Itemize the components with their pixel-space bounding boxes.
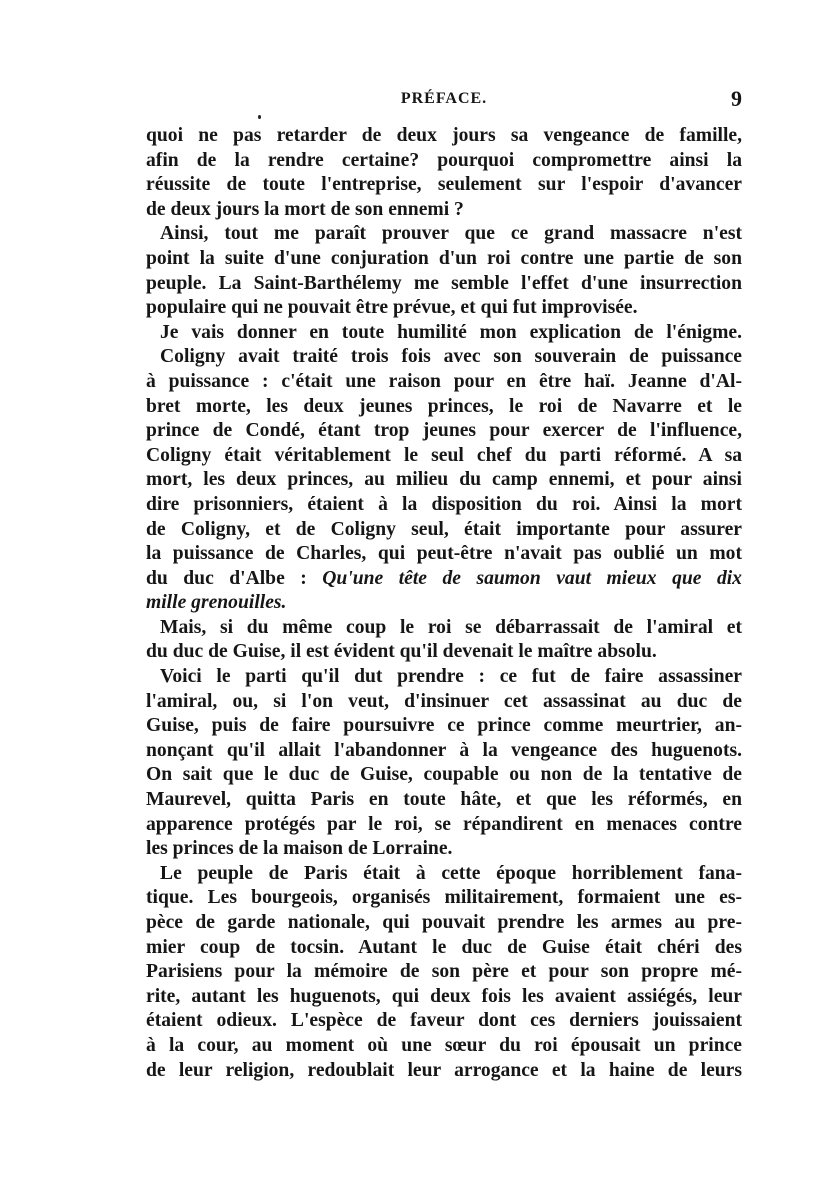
text-line: réussite de toute l'entreprise, seulement sur l'espoir d'avancer bbox=[146, 174, 742, 196]
text-line: tique. Les bourgeois, organisés militairement, formaient une es- bbox=[146, 887, 742, 909]
text-line: Voici le parti qu'il dut prendre : ce fut de faire assassiner bbox=[160, 666, 742, 688]
text-line: quoi ne pas retarder de deux jours sa vengeance de famille, bbox=[146, 125, 742, 146]
text-line: Coligny était véritablement le seul chef du parti réformé. A sa bbox=[146, 444, 742, 466]
text-line: la puissance de Charles, qui peut-être n'avait pas oublié un mot bbox=[146, 543, 742, 565]
ink-speck bbox=[258, 115, 261, 119]
text-line: Mais, si du même coup le roi se débarrassait de l'amiral et bbox=[160, 616, 742, 638]
text-line: peuple. La Saint-Barthélemy me semble l'effet d'une insurrection bbox=[146, 272, 742, 294]
text-line: de deux jours la mort de son ennemi ? bbox=[146, 198, 464, 220]
text-line: Le peuple de Paris était à cette époque horriblement fana- bbox=[160, 862, 742, 884]
body-text bbox=[146, 124, 742, 1083]
text-line: afin de la rendre certaine? pourquoi compromettre ainsi la bbox=[146, 149, 742, 171]
text-line: pèce de garde nationale, qui pouvait prendre les armes au pre- bbox=[146, 912, 742, 933]
page-header bbox=[146, 88, 742, 118]
text-line: bret morte, les deux jeunes princes, le roi de Navarre et le bbox=[146, 395, 742, 417]
text-line: étaient odieux. L'espèce de faveur dont ces derniers jouissaient bbox=[146, 1010, 742, 1032]
text-line: Ainsi, tout me paraît prouver que ce grand massacre n'est bbox=[160, 223, 742, 245]
text-line: Je vais donner en toute humilité mon explication de l'énigme. bbox=[160, 321, 742, 343]
text-line: Coligny avait traité trois fois avec son souverain de puissance bbox=[160, 346, 742, 368]
text-line: de leur religion, redoublait leur arrogance et la haine de leurs bbox=[146, 1059, 742, 1081]
text-line: les princes de la maison de Lorraine. bbox=[146, 838, 453, 860]
text-line: Guise, puis de faire poursuivre ce prince comme meurtrier, an- bbox=[146, 715, 742, 737]
quote-text: mille grenouilles. bbox=[146, 592, 287, 614]
text-line: On sait que le duc de Guise, coupable ou non de la tentative de bbox=[146, 764, 742, 786]
quote-text: Qu'une tête de saumon vaut mieux que dix bbox=[322, 567, 742, 589]
text-line: mier coup de tocsin. Autant le duc de Guise était chéri des bbox=[146, 936, 742, 958]
text-line: l'amiral, ou, si l'on veut, d'insinuer cet assassinat au duc de bbox=[146, 690, 742, 712]
text-line: populaire qui ne pouvait être prévue, et qui fut improvisée. bbox=[146, 297, 638, 319]
text-line: dire prisonniers, étaient à la disposition du roi. Ainsi la mort bbox=[146, 493, 742, 515]
text-line: rite, autant les huguenots, qui deux fois les avaient assiégés, leur bbox=[146, 985, 742, 1007]
running-title: PRÉFACE. bbox=[400, 90, 488, 107]
page-number: 9 bbox=[731, 86, 742, 111]
text-line: à puissance : c'était une raison pour en être haï. Jeanne d'Al- bbox=[146, 370, 742, 392]
text-line: mort, les deux princes, au milieu du camp ennemi, et pour ainsi bbox=[146, 469, 742, 491]
text-line: prince de Condé, étant trop jeunes pour exercer de l'influence, bbox=[146, 420, 742, 442]
text-line: du duc de Guise, il est évident qu'il devenait le maître absolu. bbox=[146, 641, 657, 663]
text-line: nonçant qu'il allait l'abandonner à la vengeance des huguenots. bbox=[146, 739, 742, 761]
text-line: Maurevel, quitta Paris en toute hâte, et que les réformés, en bbox=[146, 789, 742, 811]
text-line: Parisiens pour la mémoire de son père et pour son propre mé- bbox=[146, 961, 742, 983]
text-line: apparence protégés par le roi, se répandirent en menaces contre bbox=[146, 813, 742, 835]
text-segment: du duc d'Albe : bbox=[146, 567, 307, 589]
text-line: de Coligny, et de Coligny seul, était importante pour assurer bbox=[146, 518, 742, 540]
text-line bbox=[146, 567, 742, 592]
text-line: point la suite d'une conjuration d'un roi contre une partie de son bbox=[146, 247, 742, 269]
text-line: à la cour, au moment où une sœur du roi épousait un prince bbox=[146, 1034, 742, 1056]
